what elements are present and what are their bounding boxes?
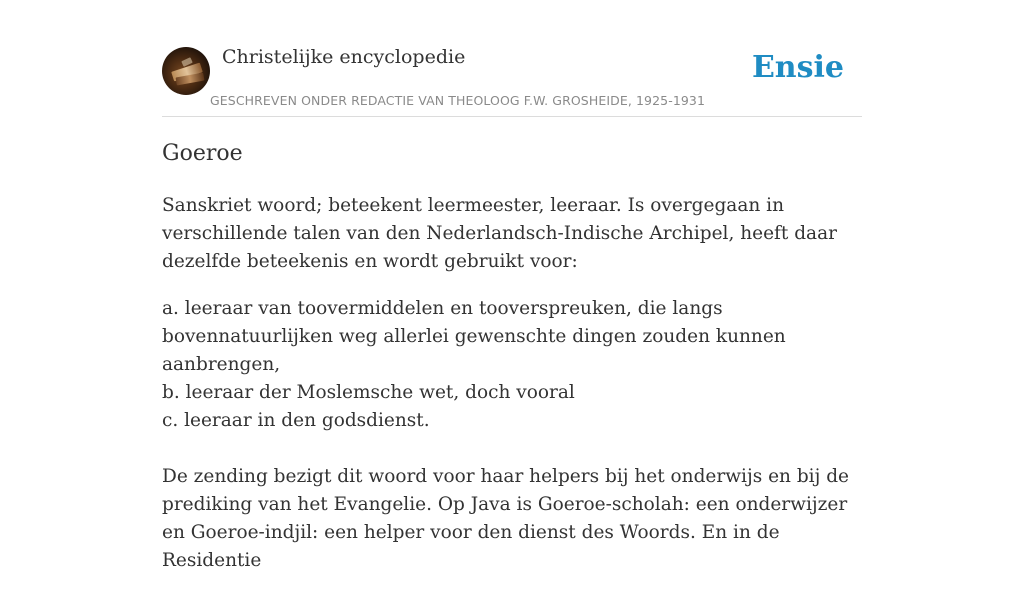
ensie-logo[interactable]: Ensie bbox=[751, 50, 844, 85]
article-closing: De zending bezigt dit woord voor haar helpers bij het onderwijs en bij de prediking van het Evangelie. Op Java is Goeroe-scholah: een onderwijzer en Goeroe-indjil: een helper voor den dienst des Woords. En in de Residentie bbox=[162, 466, 849, 571]
article-title: Goeroe bbox=[162, 141, 243, 166]
article-list bbox=[162, 295, 872, 435]
site-subtitle: GESCHREVEN ONDER REDACTIE VAN THEOLOOG F.W. GROSHEIDE, 1925-1931 bbox=[210, 93, 706, 108]
site-title[interactable]: Christelijke encyclopedie bbox=[222, 46, 466, 68]
site-header bbox=[162, 46, 862, 117]
article-content bbox=[162, 138, 872, 594]
list-item: a. leeraar van toovermiddelen en tooverspreuken, die langs bovennatuurlijken weg allerlei gewenschte dingen zouden kunnen aanbrengen, bbox=[162, 298, 786, 375]
list-item: b. leeraar der Moslemsche wet, doch vooral bbox=[162, 382, 575, 403]
article-intro: Sanskriet woord; beteekent leermeester, leeraar. Is overgegaan in verschillende talen van den Nederlandsch-Indische Archipel, heeft daar dezelfde beteekenis en wordt gebruikt voor: bbox=[162, 195, 837, 272]
list-item: c. leeraar in den godsdienst. bbox=[162, 410, 430, 431]
site-avatar[interactable] bbox=[162, 47, 210, 95]
